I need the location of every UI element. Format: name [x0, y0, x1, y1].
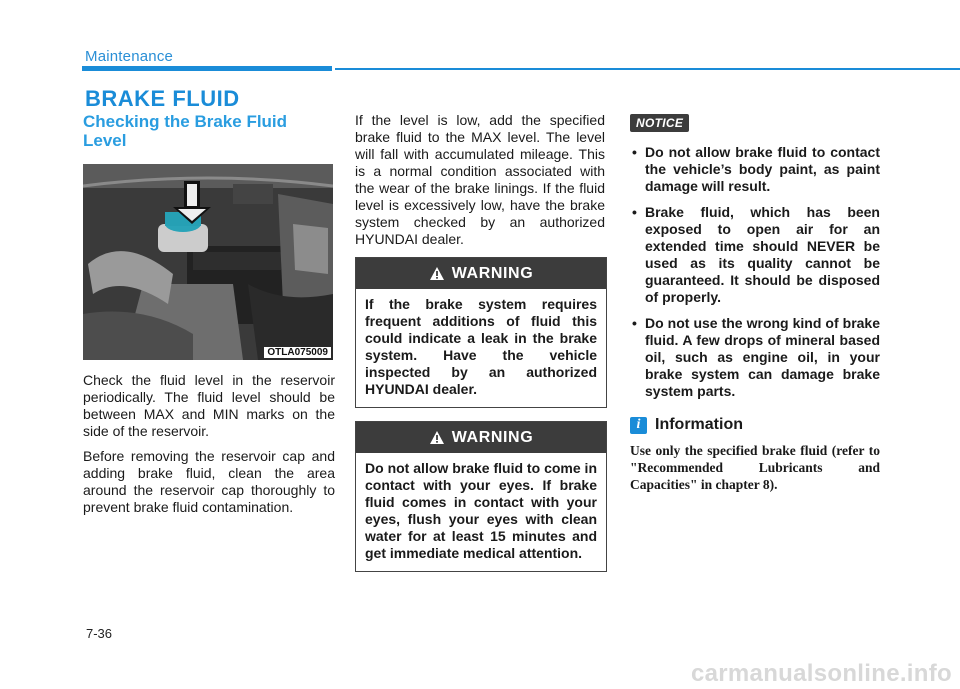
info-icon: i: [630, 417, 647, 434]
warning-label: WARNING: [451, 428, 534, 446]
right-column: [630, 114, 880, 493]
warning-box-leak: [355, 257, 607, 408]
engine-bay-photo: [83, 164, 333, 360]
warning-text: If the brake system requires frequent additions of fluid this could indicate a leak in the brake system. Have the vehicle inspected by an authorized HYUNDAI dealer.: [365, 296, 597, 397]
list-item: • Do not use the wrong kind of brake fluid. A few drops of mineral based oil, such as engine oil, in your brake system can damage brake system parts.: [630, 315, 880, 400]
information-text: Use only the specified brake fluid (refer to "Recommended Lubricants and Capacities" in chapter 8).: [630, 443, 880, 492]
subheading: Checking the Brake Fluid Level: [83, 112, 288, 150]
information-title: Information: [655, 416, 743, 433]
list-item: • Do not allow brake fluid to contact the vehicle’s body paint, as paint damage will result.: [630, 144, 880, 195]
notice-badge: NOTICE: [630, 114, 689, 132]
watermark: carmanualsonline.info: [690, 660, 952, 687]
notice-list: [630, 144, 880, 400]
paragraph-before-removing: Before removing the reservoir cap and adding brake fluid, clean the area around the reservoir cap thoroughly to prevent brake fluid contamination.: [83, 448, 335, 515]
photo-code: OTLA075009: [264, 347, 331, 358]
warning-triangle-icon: [429, 266, 445, 281]
page-title: BRAKE FLUID: [85, 86, 240, 111]
warning-box-eyes: [355, 421, 607, 572]
left-column: [83, 112, 335, 516]
header-rule-thick: [82, 66, 332, 71]
information-heading: [630, 416, 880, 434]
list-item: • Brake fluid, which has been exposed to open air for an extended time should NEVER be used as its quality cannot be guaranteed. It should be disposed of properly.: [630, 204, 880, 306]
header-rule-thin: [335, 68, 960, 70]
warning-header: [356, 258, 606, 289]
page-number: 7-36: [86, 626, 113, 641]
warning-label: WARNING: [451, 264, 534, 282]
paragraph-check-level: Check the fluid level in the reservoir periodically. The fluid level should be between MAX and MIN marks on the side of the reservoir.: [83, 372, 335, 439]
warning-header: [356, 422, 606, 453]
engine-bay-illustration: [83, 164, 333, 360]
warning-text: Do not allow brake fluid to come in contact with your eyes. If brake fluid comes in contact with your eyes, flush your eyes with clean water for at least 15 minutes and get immediate medical attention.: [365, 460, 597, 561]
warning-triangle-icon: [429, 430, 445, 445]
middle-column: [355, 112, 605, 248]
section-label: Maintenance: [85, 48, 174, 65]
paragraph-level-low: If the level is low, add the specified brake fluid to the MAX level. The level will fall with accumulated mileage. This is a normal condition associated with the wear of the brake linings. If the fluid level is excessively low, have the brake system checked by an authorized HYUNDAI dealer.: [355, 112, 605, 247]
